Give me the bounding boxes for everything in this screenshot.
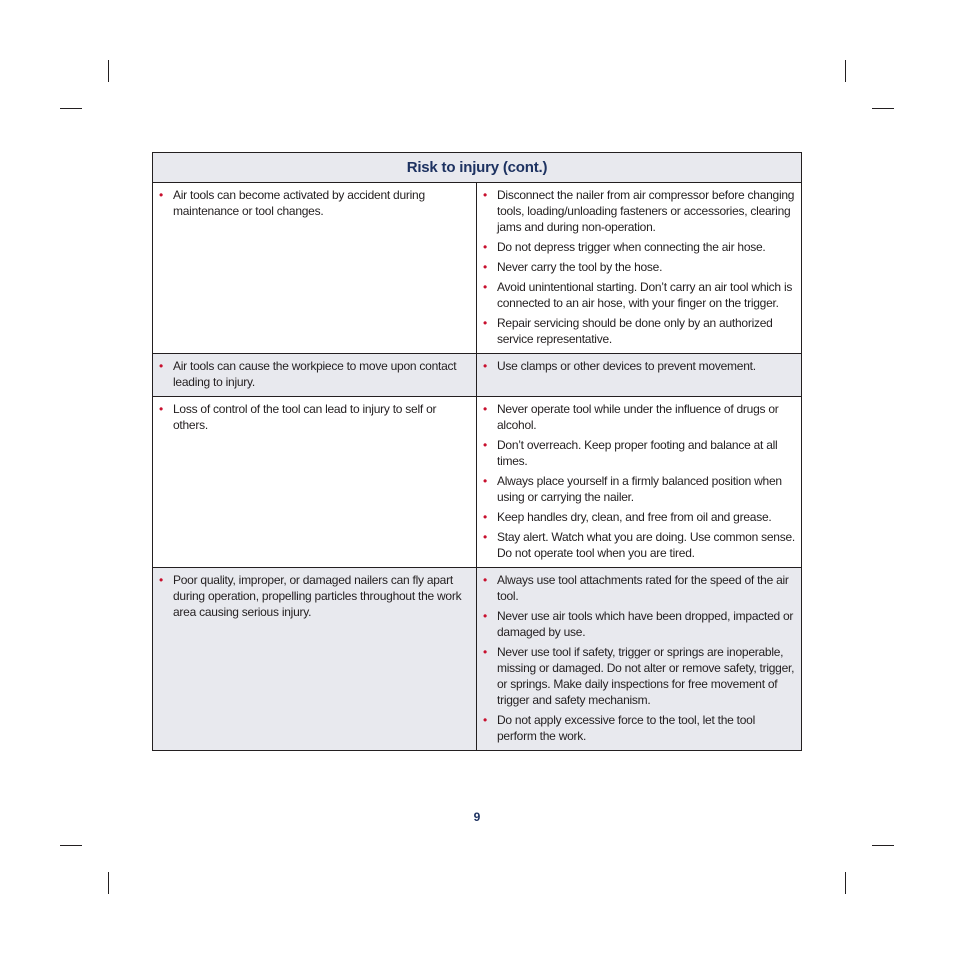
hazard-cell bbox=[153, 354, 477, 396]
bullet-icon: • bbox=[483, 316, 487, 330]
hazard-item-text: Air tools can cause the workpiece to move upon contact leading to injury. bbox=[173, 359, 457, 389]
bullet-icon: • bbox=[159, 188, 163, 202]
bullet-icon: • bbox=[483, 359, 487, 373]
precaution-item-text: Never carry the tool by the hose. bbox=[497, 260, 663, 274]
precaution-item-text: Do not depress trigger when connecting the air hose. bbox=[497, 240, 766, 254]
bullet-icon: • bbox=[483, 713, 487, 727]
precaution-cell bbox=[477, 354, 801, 396]
bullet-icon: • bbox=[483, 188, 487, 202]
precaution-cell bbox=[477, 397, 801, 567]
hazard-cell bbox=[153, 183, 477, 353]
precaution-item-text: Disconnect the nailer from air compressor before changing tools, loading/unloading fasteners or accessories, clearing jams and during non-operation. bbox=[497, 188, 795, 234]
precaution-item-text: Don’t overreach. Keep proper footing and balance at all times. bbox=[497, 438, 778, 468]
precaution-item bbox=[483, 279, 795, 311]
bullet-icon: • bbox=[483, 240, 487, 254]
table-body bbox=[153, 183, 801, 750]
bullet-icon: • bbox=[483, 280, 487, 294]
bullet-icon: • bbox=[159, 573, 163, 587]
precaution-item bbox=[483, 529, 795, 561]
precaution-item-text: Stay alert. Watch what you are doing. Use common sense. Do not operate tool when you are tired. bbox=[497, 530, 795, 560]
table-row bbox=[153, 567, 801, 750]
bullet-icon: • bbox=[159, 402, 163, 416]
precaution-item-text: Never use tool if safety, trigger or springs are inoperable, missing or damaged. Do not alter or remove safety, trigger, or springs. Make daily inspections for free movement of trigger and safety mechanism. bbox=[497, 645, 795, 707]
precaution-item bbox=[483, 473, 795, 505]
precaution-cell-list bbox=[483, 187, 795, 347]
crop-mark-bottom-right-vertical bbox=[845, 872, 846, 894]
crop-mark-top-left-vertical bbox=[108, 60, 109, 82]
table-row bbox=[153, 183, 801, 353]
precaution-item bbox=[483, 239, 795, 255]
crop-mark-bottom-left-horizontal bbox=[60, 845, 82, 846]
bullet-icon: • bbox=[159, 359, 163, 373]
hazard-cell-list bbox=[159, 401, 470, 433]
precaution-item bbox=[483, 608, 795, 640]
hazard-cell-list bbox=[159, 572, 470, 620]
hazard-item bbox=[159, 187, 470, 219]
table-row bbox=[153, 396, 801, 567]
hazard-cell bbox=[153, 568, 477, 750]
hazard-cell bbox=[153, 397, 477, 567]
precaution-item bbox=[483, 187, 795, 235]
hazard-cell-list bbox=[159, 187, 470, 219]
precaution-item bbox=[483, 259, 795, 275]
crop-mark-bottom-right-horizontal bbox=[872, 845, 894, 846]
bullet-icon: • bbox=[483, 573, 487, 587]
hazard-item bbox=[159, 358, 470, 390]
precaution-item-text: Never operate tool while under the influence of drugs or alcohol. bbox=[497, 402, 779, 432]
precaution-cell bbox=[477, 183, 801, 353]
precaution-cell bbox=[477, 568, 801, 750]
precaution-item bbox=[483, 572, 795, 604]
risk-table bbox=[152, 152, 802, 751]
precaution-item bbox=[483, 315, 795, 347]
crop-mark-top-left-horizontal bbox=[60, 108, 82, 109]
precaution-item bbox=[483, 437, 795, 469]
precaution-item-text: Never use air tools which have been dropped, impacted or damaged by use. bbox=[497, 609, 794, 639]
precaution-item bbox=[483, 509, 795, 525]
precaution-item bbox=[483, 401, 795, 433]
precaution-item-text: Always use tool attachments rated for the speed of the air tool. bbox=[497, 573, 789, 603]
precaution-item bbox=[483, 358, 795, 374]
crop-mark-top-right-vertical bbox=[845, 60, 846, 82]
hazard-item-text: Loss of control of the tool can lead to injury to self or others. bbox=[173, 402, 437, 432]
precaution-cell-list bbox=[483, 572, 795, 744]
precaution-item bbox=[483, 712, 795, 744]
hazard-item-text: Poor quality, improper, or damaged nailers can fly apart during operation, propelling particles throughout the work area causing serious injury. bbox=[173, 573, 462, 619]
bullet-icon: • bbox=[483, 474, 487, 488]
bullet-icon: • bbox=[483, 510, 487, 524]
precaution-item-text: Do not apply excessive force to the tool, let the tool perform the work. bbox=[497, 713, 755, 743]
precaution-item-text: Avoid unintentional starting. Don’t carry an air tool which is connected to an air hose, with your finger on the trigger. bbox=[497, 280, 793, 310]
precaution-item bbox=[483, 644, 795, 708]
bullet-icon: • bbox=[483, 260, 487, 274]
bullet-icon: • bbox=[483, 438, 487, 452]
hazard-item bbox=[159, 401, 470, 433]
hazard-item-text: Air tools can become activated by accident during maintenance or tool changes. bbox=[173, 188, 425, 218]
table-title: Risk to injury (cont.) bbox=[153, 153, 801, 183]
hazard-item bbox=[159, 572, 470, 620]
crop-mark-bottom-left-vertical bbox=[108, 872, 109, 894]
precaution-item-text: Use clamps or other devices to prevent movement. bbox=[497, 359, 756, 373]
hazard-cell-list bbox=[159, 358, 470, 390]
precaution-item-text: Repair servicing should be done only by an authorized service representative. bbox=[497, 316, 773, 346]
bullet-icon: • bbox=[483, 645, 487, 659]
page-number: 9 bbox=[473, 810, 481, 824]
bullet-icon: • bbox=[483, 609, 487, 623]
precaution-item-text: Keep handles dry, clean, and free from oil and grease. bbox=[497, 510, 772, 524]
crop-mark-top-right-horizontal bbox=[872, 108, 894, 109]
bullet-icon: • bbox=[483, 530, 487, 544]
precaution-cell-list bbox=[483, 358, 795, 374]
precaution-item-text: Always place yourself in a firmly balanced position when using or carrying the nailer. bbox=[497, 474, 782, 504]
bullet-icon: • bbox=[483, 402, 487, 416]
table-row bbox=[153, 353, 801, 396]
precaution-cell-list bbox=[483, 401, 795, 561]
